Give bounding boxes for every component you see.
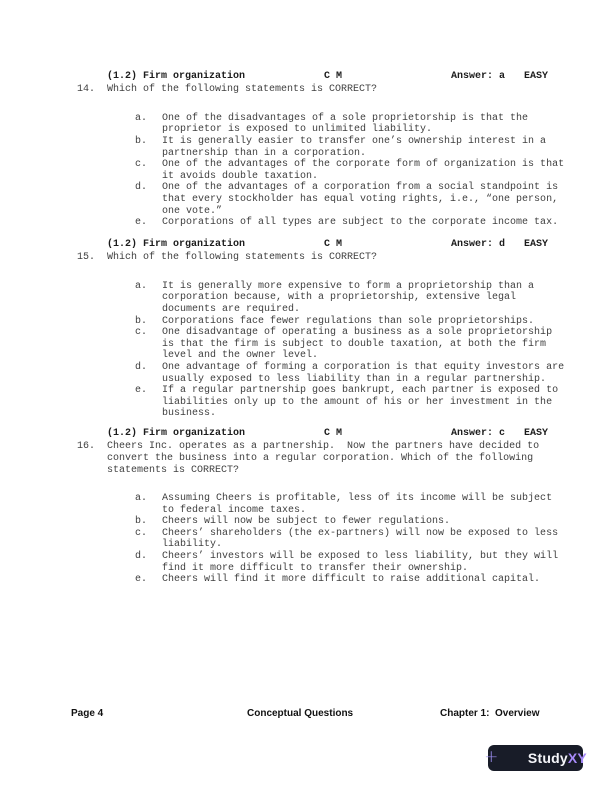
option-text-line: one vote.” (162, 205, 223, 217)
option-text-line: Assuming Cheers is profitable, less of its income will be subject (162, 492, 553, 504)
option-text-line: find it more difficult to transfer their ownership. (162, 562, 469, 574)
option-text-line: documents are required. (162, 303, 301, 315)
answer-label: Answer: c (451, 428, 506, 439)
question-number: 14. (77, 84, 96, 96)
answer-label: Answer: a (451, 71, 506, 82)
option-letter: b. (135, 135, 148, 147)
logo-brand-xy: XY (567, 750, 587, 766)
option-text-line: is that the firm is subject to double taxation, at both the firm (162, 338, 547, 350)
option-letter: c. (135, 327, 148, 339)
question-text-line: Which of the following statements is CORRECT? (107, 84, 378, 96)
option-letter: b. (135, 315, 148, 327)
difficulty-label: EASY (524, 239, 549, 250)
option-letter: a. (135, 112, 148, 124)
option-text-line: It is generally more expensive to form a proprietorship than a (162, 280, 535, 292)
option-letter: c. (135, 527, 148, 539)
option-text-line: It is generally easier to transfer one’s ownership interest in a (162, 135, 547, 147)
option-letter: e. (135, 574, 148, 586)
question-topic: (1.2) Firm organization (107, 71, 246, 82)
option-text-line: Cheers will now be subject to fewer regulations. (162, 516, 451, 528)
footer-page-number: Page 4 (71, 708, 104, 719)
option-letter: d. (135, 361, 148, 373)
option-text-line: partnership than in a corporation. (162, 147, 367, 159)
option-text-line: corporation because, with a proprietorship, extensive legal (162, 292, 517, 304)
question-code: C M (324, 239, 343, 250)
question-code: C M (324, 428, 343, 439)
option-text-line: business. (162, 408, 217, 420)
option-letter: d. (135, 550, 148, 562)
option-text-line: level and the owner level. (162, 350, 319, 362)
plus-icon: + (484, 746, 499, 767)
question-number: 16. (77, 441, 96, 453)
question-text-line: convert the business into a regular corporation. Which of the following (107, 452, 534, 464)
option-text-line: Corporations of all types are subject to the corporate income tax. (162, 217, 559, 229)
option-text-line: Corporations face fewer regulations than sole proprietorships. (162, 315, 535, 327)
question-topic: (1.2) Firm organization (107, 239, 246, 250)
difficulty-label: EASY (524, 71, 549, 82)
option-text-line: Cheers will find it more difficult to raise additional capital. (162, 574, 541, 586)
question-topic: (1.2) Firm organization (107, 428, 246, 439)
answer-label: Answer: d (451, 239, 506, 250)
option-text-line: proprietor is exposed to unlimited liability. (162, 124, 433, 136)
footer-section-title: Conceptual Questions (247, 708, 354, 719)
option-letter: c. (135, 159, 148, 171)
question-text-line: Cheers Inc. operates as a partnership. Now the partners have decided to (107, 441, 540, 453)
option-text-line: One of the advantages of a corporation from a social standpoint is (162, 182, 559, 194)
option-letter: b. (135, 516, 148, 528)
difficulty-label: EASY (524, 428, 549, 439)
option-text-line: One disadvantage of operating a business as a sole proprietorship (162, 327, 553, 339)
option-text-line: Cheers’ investors will be exposed to less liability, but they will (162, 550, 559, 562)
question-code: C M (324, 71, 343, 82)
studyxy-logo (484, 745, 587, 771)
option-letter: e. (135, 385, 148, 397)
question-text-line: statements is CORRECT? (107, 464, 240, 476)
option-letter: a. (135, 492, 148, 504)
option-text-line: One advantage of forming a corporation is that equity investors are (162, 361, 565, 373)
footer-chapter-title: Chapter 1: Overview (440, 708, 540, 719)
option-letter: e. (135, 217, 148, 229)
option-letter: d. (135, 182, 148, 194)
logo-brand-study: Study (527, 750, 568, 766)
option-text-line: to federal income taxes. (162, 504, 307, 516)
question-text-line: Which of the following statements is CORRECT? (107, 252, 378, 264)
option-text-line: liabilities only up to the amount of his or her investment in the (162, 396, 553, 408)
option-text-line: it avoids double taxation. (162, 170, 319, 182)
option-letter: a. (135, 280, 148, 292)
option-text-line: liability. (162, 539, 223, 551)
option-text-line: Cheers’ shareholders (the ex-partners) will now be exposed to less (162, 527, 559, 539)
option-text-line: that every stockholder has equal voting rights, i.e., “one person, (162, 193, 559, 205)
question-number: 15. (77, 252, 96, 264)
option-text-line: usually exposed to less liability than in a regular partnership. (162, 373, 547, 385)
option-text-line: One of the advantages of the corporate form of organization is that (162, 159, 565, 171)
option-text-line: One of the disadvantages of a sole proprietorship is that the (162, 112, 529, 124)
option-text-line: If a regular partnership goes bankrupt, each partner is exposed to (162, 385, 559, 397)
